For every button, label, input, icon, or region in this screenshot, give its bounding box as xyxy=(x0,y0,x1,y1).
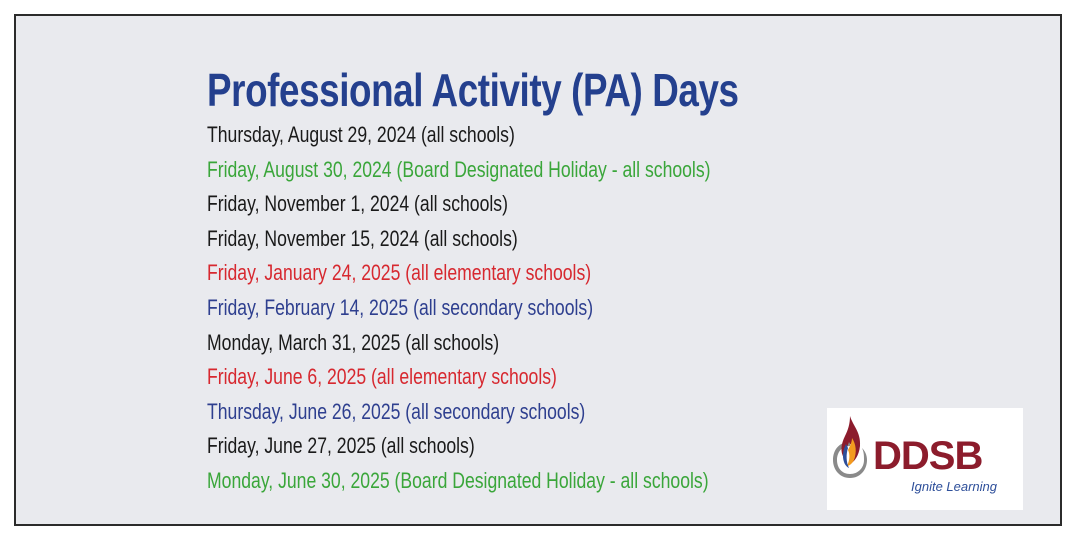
list-item: Friday, August 30, 2024 (Board Designated Holiday - all schools) xyxy=(207,156,711,182)
list-item: Friday, November 15, 2024 (all schools) xyxy=(207,225,518,251)
logo-tagline: Ignite Learning xyxy=(911,479,998,494)
flame-icon xyxy=(827,408,873,488)
pa-days-panel xyxy=(14,14,1062,526)
list-item: Monday, March 31, 2025 (all schools) xyxy=(207,329,500,355)
logo-name: DDSB xyxy=(873,434,983,478)
page-title: Professional Activity (PA) Days xyxy=(207,64,739,116)
list-item: Friday, February 14, 2025 (all secondary schools) xyxy=(207,294,594,320)
list-item: Thursday, June 26, 2025 (all secondary schools) xyxy=(207,398,586,424)
list-item: Friday, June 27, 2025 (all schools) xyxy=(207,433,475,459)
list-item: Friday, November 1, 2024 (all schools) xyxy=(207,191,508,217)
list-item: Monday, June 30, 2025 (Board Designated Holiday - all schools) xyxy=(207,467,709,493)
list-item: Friday, June 6, 2025 (all elementary schools) xyxy=(207,364,557,390)
list-item: Friday, January 24, 2025 (all elementary schools) xyxy=(207,260,592,286)
ddsb-logo xyxy=(827,408,1023,510)
list-item: Thursday, August 29, 2024 (all schools) xyxy=(207,122,515,147)
pa-days-list xyxy=(207,118,836,499)
